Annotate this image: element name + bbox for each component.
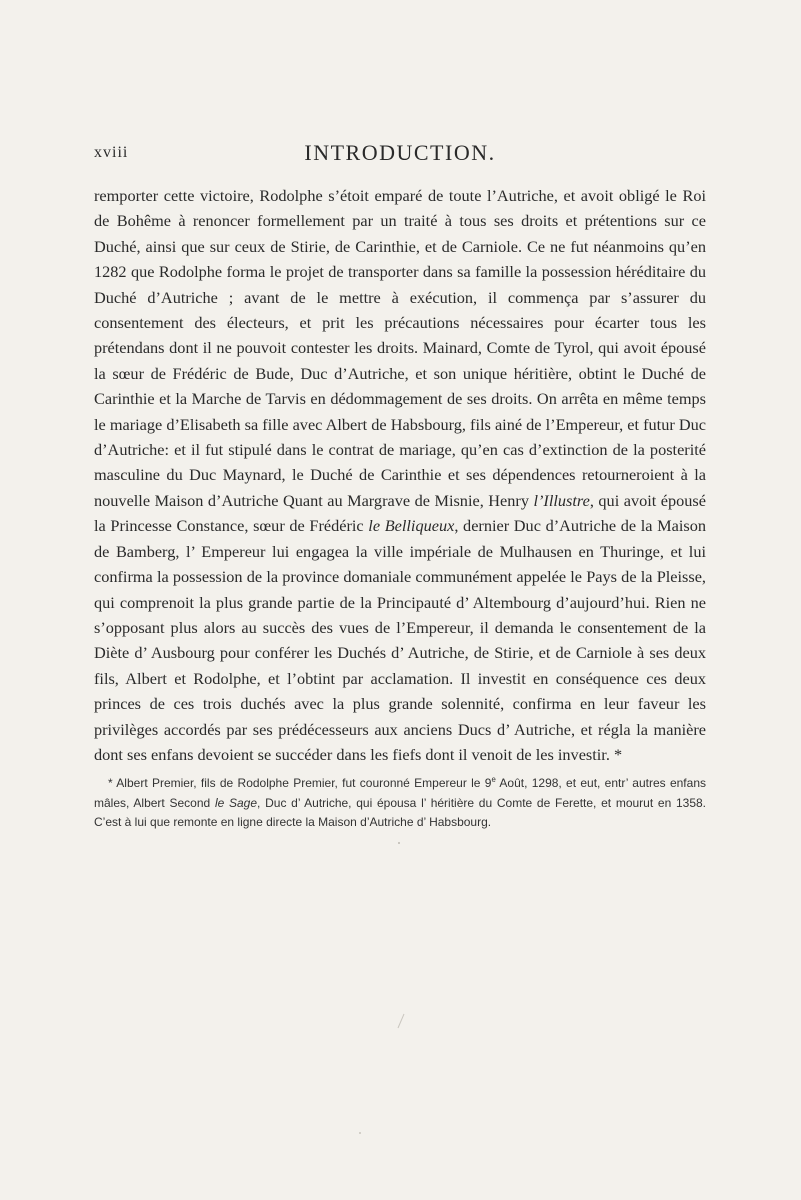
running-head (94, 140, 706, 170)
footnote (94, 774, 706, 833)
body-text (94, 183, 706, 767)
body-text-segment: , qui avoit épousé la Princesse Constance, sœur de Frédéric (94, 490, 706, 536)
footnote-superscript: e (491, 775, 496, 784)
footnote-text-segment: * Albert Premier, fils de Rodolphe Premier, fut couronné Empereur le 9 (108, 776, 492, 790)
footnote-italic-phrase: le Sage (214, 795, 258, 810)
body-paragraph (94, 183, 706, 767)
body-text-segment: remporter cette victoire, Rodolphe s’étoit emparé de toute l’Autriche, et avoit obligé le Roi de Bohême à renoncer formellement par un traité à tous ses droits et prétentions sur ce Duché, ainsi que sur ceux de Stirie, de Carinthie, et de Carniole. Ce ne fut néanmoins qu’en 1282 que Rodolphe forma le projet de transporter dans sa famille la possession héréditaire du Duché d’Autriche ; avant de le mettre à exécution, il commença par s’assurer du consentement des électeurs, et prit les précautions nécessaires pour écarter tous les prétendans dont il ne pouvoit contester les droits. Mainard, Comte de Tyrol, qui avoit épousé la sœur de Frédéric de Bude, Duc d’Autriche, et son unique héritière, obtint le Duché de Carinthie et la Marche de Tarvis en dédommagement de ses droits. On arrêta en même temps le mariage d’Elisabeth sa fille avec Albert de Habsbourg, fils ainé de l’Empereur, et futur Duc d’Autriche: et il fut stipulé dans le contrat de mariage, qu’en cas d’extinction de la posterité masculine du Duc Maynard, le Duché de Carinthie et ses dépendences retourneroient à la nouvelle Maison d’Autriche Quant au Margrave de Misnie, Henry (94, 186, 706, 510)
body-italic-phrase: le Belliqueux (368, 516, 455, 536)
body-text-segment: , dernier Duc d’Autriche de la Maison de Bamberg, l’ Empereur lui engagea la ville impériale de Mulhausen en Thuringe, et lui confirma la possession de la province domaniale communément appelée le Pays de la Pleisse, qui comprenoit la plus grande partie de la Principauté d’ Altembourg d’aujourd’hui. Rien ne s’opposant plus alors au succès des vues de l’Empereur, il demanda le consentement de la Diète d’ Ausbourg pour conférer les Duchés d’ Autriche, de Stirie, et de Carniole à ses deux fils, Albert et Rodolphe, et l’obtint par acclamation. Il investit en conséquence ces deux princes de ces trois duchés avec la plus grande solennité, confirma en leur faveur les privilèges accordés par ses prédécesseurs aux anciens Ducs d’ Autriche, et régla la manière dont ses enfans devoient se succéder dans les fiefs dont il venoit de les investir. * (94, 516, 707, 764)
footnote-paragraph (94, 774, 706, 833)
body-italic-phrase: l’Illustre (533, 490, 590, 510)
running-title: INTRODUCTION. (304, 140, 496, 165)
footnote-text-segment: , Duc d’ Autriche, qui épousa l’ héritière du Comte de Ferette, et mourut en 1358. C’est à lui que remonte en ligne directe la Maison d’Autriche d’ Habsbourg. (94, 795, 707, 829)
page-number: xviii (94, 144, 129, 161)
footnote-text-segment: Août, 1298, et eut, entr’ autres enfans mâles, Albert Second (94, 776, 706, 810)
